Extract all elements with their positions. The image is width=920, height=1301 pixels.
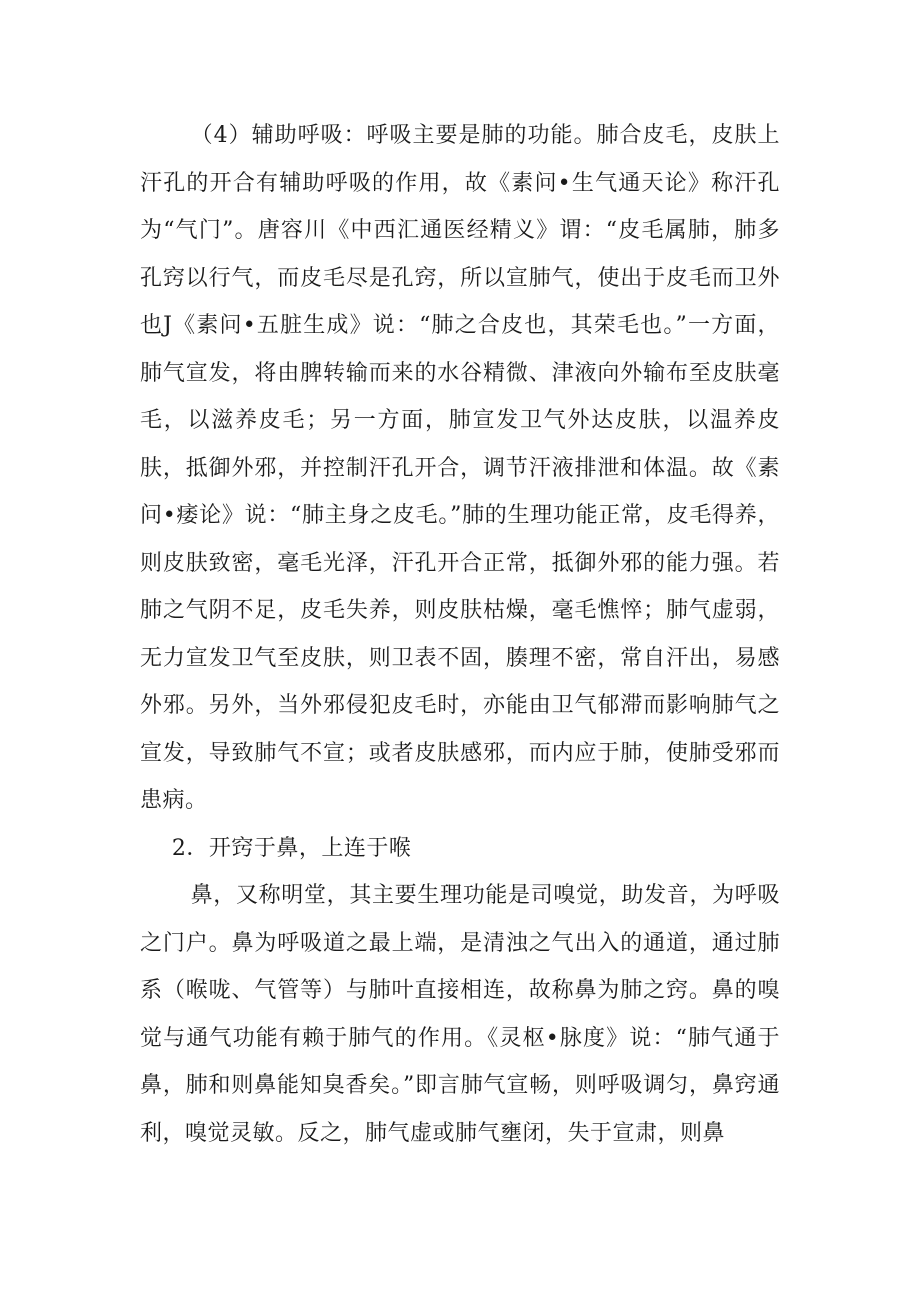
section-heading-nose-throat: 2．开窍于鼻，上连于喉 xyxy=(171,835,412,861)
document-page xyxy=(140,112,780,1157)
paragraph-skin-breathing: （4）辅助呼吸：呼吸主要是肺的功能。肺合皮毛，皮肤上汗孔的开合有辅助呼吸的作用，故《素问•生气通天论》称汗孔为“气门”。唐容川《中西汇通医经精义》谓：“皮毛属肺，肺多孔窍以行气，而皮毛尽是孔窍，所以宣肺气，使出于皮毛而卫外也J《素问•五脏生成》说：“肺之合皮也，其荣毛也。”一方面，肺气宣发，将由脾转输而来的水谷精微、津液向外输布至皮肤毫毛，以滋养皮毛；另一方面，肺宣发卫气外达皮肤，以温养皮肤，抵御外邪，并控制汗孔开合，调节汗液排泄和体温。故《素问•痿论》说：“肺主身之皮毛。”肺的生理功能正常，皮毛得养，则皮肤致密，毫毛光泽，汗孔开合正常，抵御外邪的能力强。若肺之气阴不足，皮毛失养，则皮肤枯燥，毫毛憔悴；肺气虚弱，无力宣发卫气至皮肤，则卫表不固，腠理不密，常自汗出，易感外邪。另外，当外邪侵犯皮毛时，亦能由卫气郁滞而影响肺气之宣发，导致肺气不宣；或者皮肤感邪，而内应于肺，使肺受邪而患病。 xyxy=(140,123,780,813)
paragraph-nose: 鼻，又称明堂，其主要生理功能是司嗅觉，助发音，为呼吸之门户。鼻为呼吸道之最上端，是清浊之气出入的通道，通过肺系（喉咙、气管等）与肺叶直接相连，故称鼻为肺之窍。鼻的嗅觉与通气功能有赖于肺气的作用。《灵枢•脉度》说：“肺气通于鼻，肺和则鼻能知臭香矣。”即言肺气宣畅，则呼吸调匀，鼻窍通利，嗅觉灵敏。反之，肺气虚或肺气壅闭，失于宣肃，则鼻 xyxy=(140,883,780,1146)
